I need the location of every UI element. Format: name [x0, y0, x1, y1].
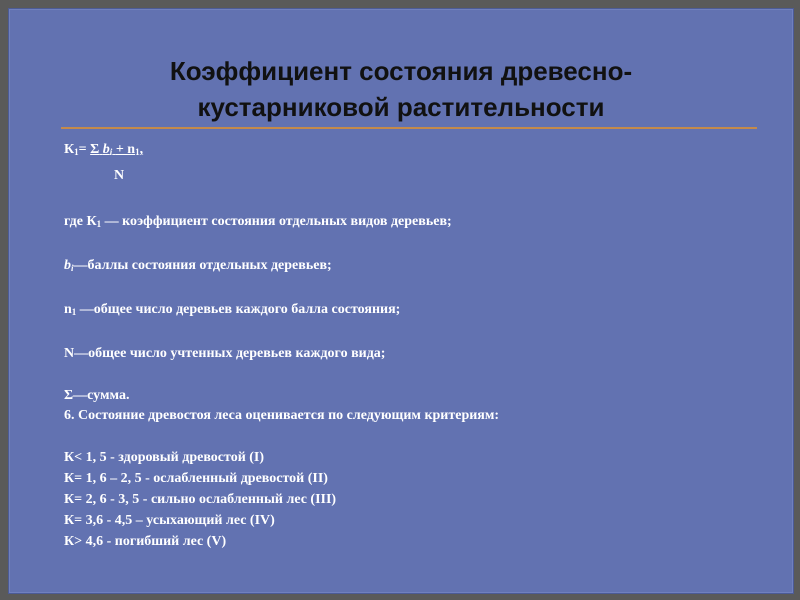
definition-n-text: —общее число деревьев каждого балла состояния; [76, 302, 401, 317]
definition-n-prefix: n [64, 302, 72, 317]
definition-b-text: —баллы состояния отдельных деревьев; [73, 258, 332, 273]
definition-b [64, 257, 332, 277]
title-divider [61, 127, 757, 129]
definition-k-text: — коэффициент состояния отдельных видов деревьев; [101, 214, 452, 229]
definition-b-sub: i [71, 263, 74, 273]
criterion-item: К= 2, 6 - 3, 5 - сильно ослабленный лес (III) [64, 492, 337, 507]
slide-title [9, 53, 793, 125]
definition-k-prefix: где К [64, 214, 97, 229]
formula-n-sub: 1 [135, 147, 140, 157]
definition-n-sub: 1 [71, 307, 77, 317]
formula-b-sub: i [109, 147, 113, 157]
formula-numerator [64, 141, 143, 161]
definition-k-sub: 1 [96, 219, 102, 229]
formula-b: b [102, 142, 110, 157]
criterion-item: К> 4,6 - погибший лес (V) [64, 534, 227, 549]
formula-k-sub: 1 [74, 147, 79, 157]
criteria-intro: 6. Состояние древостоя леса оценивается по следующим критериям: [64, 408, 500, 423]
formula-eq: = [78, 142, 87, 157]
definition-sum: Σ—сумма. [64, 388, 130, 403]
definition-k [64, 213, 452, 233]
formula-denominator: N [114, 168, 125, 183]
title-line-2: кустарниковой растительности [197, 92, 605, 122]
criterion-item: К= 3,6 - 4,5 – усыхающий лес (IV) [64, 513, 275, 528]
formula-comma: , [139, 142, 144, 157]
definition-total: N—общее число учтенных деревьев каждого вида; [64, 346, 386, 361]
title-line-1: Коэффициент состояния древесно- [169, 56, 633, 86]
definition-b-prefix: b [64, 258, 71, 273]
criterion-item: К< 1, 5 - здоровый древостой (I) [64, 450, 265, 465]
formula-sum: Σ [90, 142, 100, 157]
slide [8, 8, 794, 594]
formula-k: К [64, 142, 75, 157]
criterion-item: К= 1, 6 – 2, 5 - ослабленный древостой (II) [64, 471, 328, 486]
formula-plus-n: + n [115, 142, 136, 157]
definition-n [64, 301, 400, 321]
